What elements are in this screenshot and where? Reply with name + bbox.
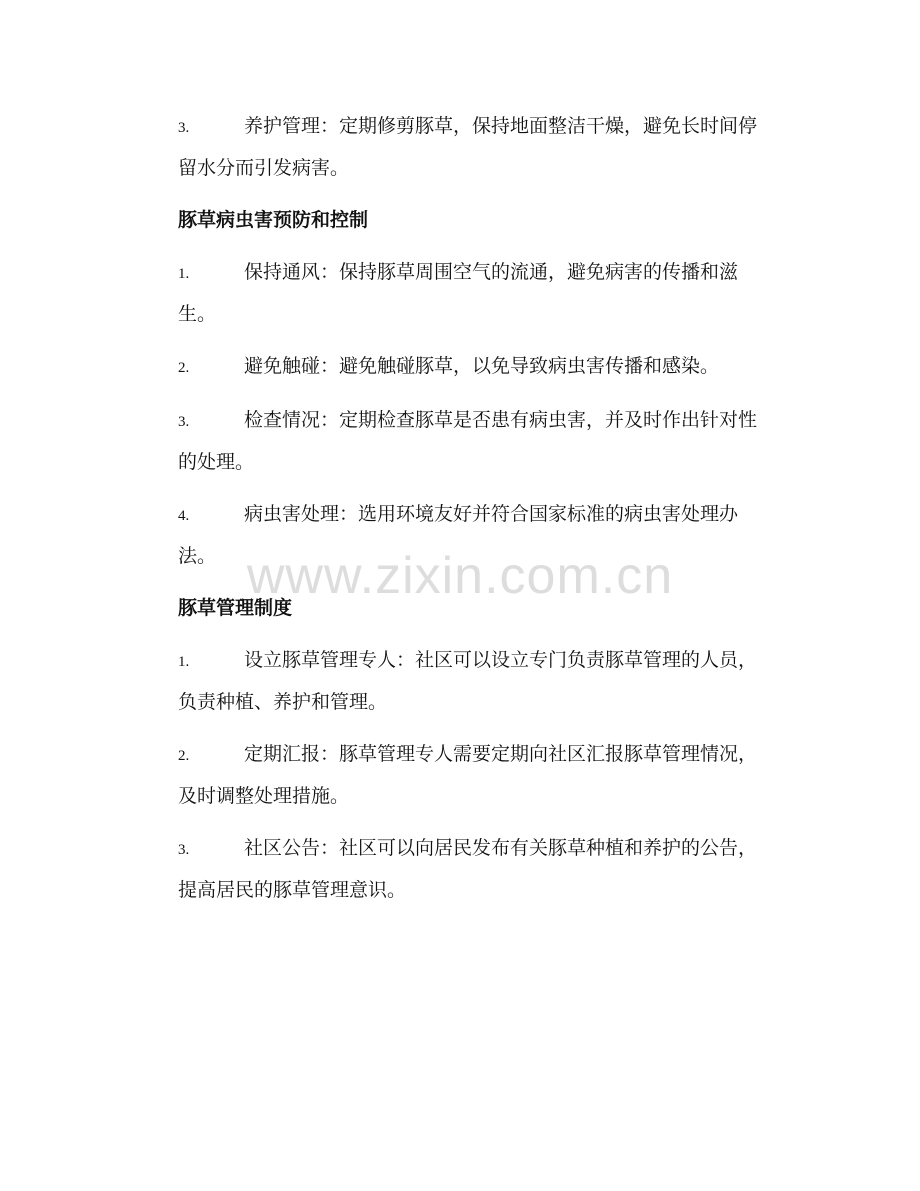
- list-text: 养护管理：定期修剪豚草，保持地面整洁干燥，避免长时间停留水分而引发病害。: [178, 115, 758, 179]
- list-number: 3.: [178, 414, 190, 430]
- list-text: 病虫害处理：选用环境友好并符合国家标准的病虫害处理办法。: [178, 503, 739, 567]
- list-item: [178, 494, 772, 576]
- watermark: www.zixin.com.cn: [246, 547, 674, 605]
- list-number: 4.: [178, 508, 190, 524]
- list-item: [178, 106, 772, 188]
- list-text: 定期汇报：豚草管理专人需要定期向社区汇报豚草管理情况，及时调整处理措施。: [178, 743, 758, 807]
- list-number: 1.: [178, 654, 190, 670]
- list-text: 社区公告：社区可以向居民发布有关豚草种植和养护的公告，提高居民的豚草管理意识。: [178, 837, 758, 901]
- list-text: 检查情况：定期检查豚草是否患有病虫害，并及时作出针对性的处理。: [178, 409, 758, 473]
- list-number: 3.: [178, 842, 190, 858]
- list-text: 设立豚草管理专人：社区可以设立专门负责豚草管理的人员，负责种植、养护和管理。: [178, 649, 758, 713]
- list-item: [178, 734, 772, 816]
- list-item: [178, 640, 772, 722]
- list-number: 2.: [178, 748, 190, 764]
- section-heading: 豚草病虫害预防和控制: [178, 209, 369, 231]
- list-number: 2.: [178, 360, 190, 376]
- list-item: [178, 252, 772, 334]
- list-item: [178, 346, 772, 388]
- section-heading: 豚草管理制度: [178, 597, 293, 619]
- list-number: 1.: [178, 266, 190, 282]
- document-body: [178, 106, 772, 922]
- list-text: 保持通风：保持豚草周围空气的流通，避免病害的传播和滋生。: [178, 261, 739, 325]
- list-number: 3.: [178, 120, 190, 136]
- list-item: [178, 828, 772, 910]
- list-item: [178, 400, 772, 482]
- list-text: 避免触碰：避免触碰豚草，以免导致病虫害传播和感染。: [244, 355, 720, 377]
